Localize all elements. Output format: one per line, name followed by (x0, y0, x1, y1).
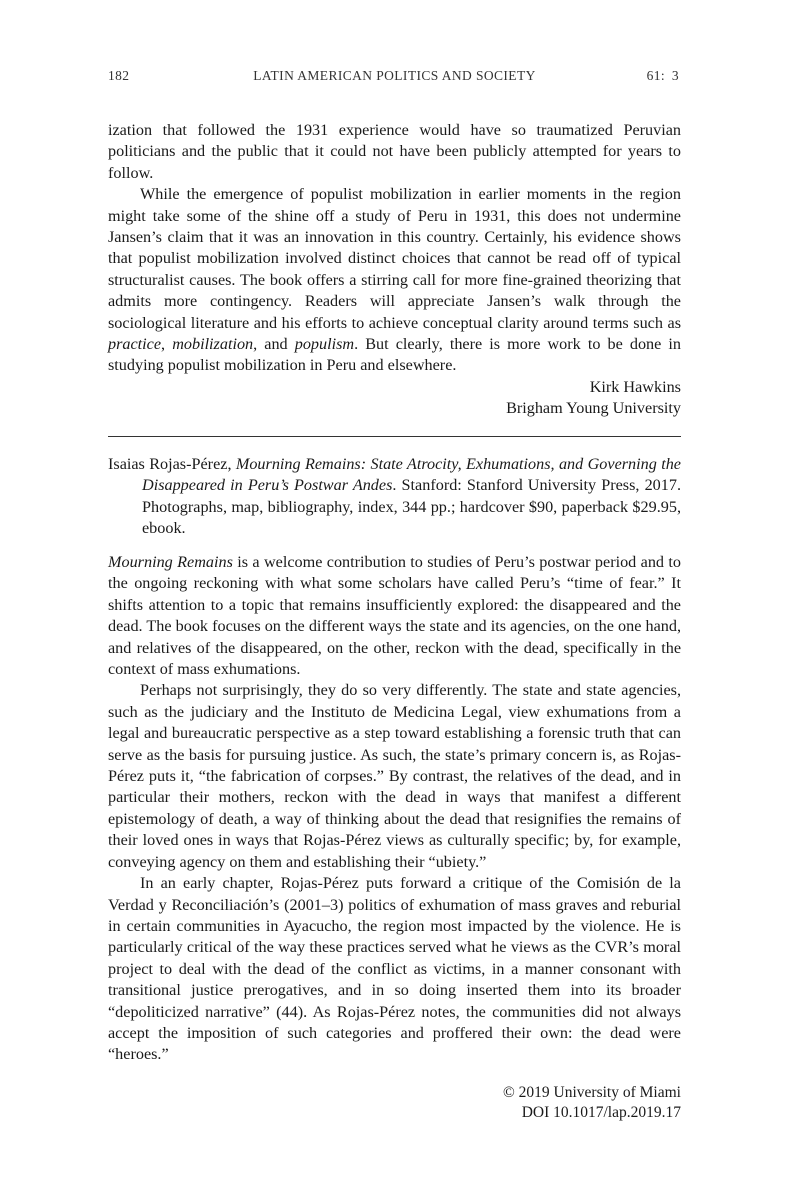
volume-issue: 61: 3 (646, 68, 679, 83)
paragraph: ization that followed the 1931 experience would have so traumatized Peruvian politicians and the public that it could not have been publicly attempted for years to follow. (108, 121, 681, 182)
copyright: © 2019 University of Miami (503, 1084, 681, 1101)
running-header (108, 68, 681, 86)
page-number: 182 (108, 68, 130, 83)
section-divider (108, 436, 681, 437)
page-footer (108, 1083, 681, 1123)
book-title: Mourning Remains: State Atrocity, Exhumations, and Governing the Disappeared in Peru’s Postwar Andes (142, 455, 681, 495)
paragraph: While the emergence of populist mobilization in earlier moments in the region might take some of the shine off a study of Peru in 1931, this does not undermine Jansen’s claim that it was an innovation in this country. Certainly, his evidence shows that populist mobilization involved distinct choices that cannot be read off of typical structuralist causes. The book offers a stirring call for more fine-grained theorizing that admits more contingency. Readers will appreciate Jansen’s walk through the sociological literature and his efforts to achieve conceptual clarity around terms such as practice, mobilization, and populism. But clearly, there is more work to be done in studying populist mobilization in Peru and elsewhere. (108, 185, 682, 375)
review-body (108, 552, 681, 1066)
prior-review (108, 120, 681, 420)
paragraph: Mourning Remains is a welcome contribution to studies of Peru’s postwar period and to the ongoing reckoning with what some scholars have called Peru’s “time of fear.” It shifts attention to a topic that remains insufficiently explored: the disappeared and the dead. The book focuses on the different ways the state and its agencies, on the one hand, and relatives of the disappeared, on the other, reckon with the dead, specifically in the context of mass exhumations. (108, 553, 681, 679)
book-citation (108, 454, 681, 540)
journal-title: LATIN AMERICAN POLITICS AND SOCIETY (253, 68, 536, 83)
paragraph: In an early chapter, Rojas-Pérez puts forward a critique of the Comisión de la Verdad y Reconciliación’s (2001–3) politics of exhumation of mass graves and reburial in certain communities in Ayacucho, the region most impacted by the violence. He is particularly critical of the way these practices served what he views as the CVR’s moral project to deal with the dead of the conflict as victims, in a manner consonant with transitional justice prerogatives, and in so doing inserted them into its broader “depoliticized narrative” (44). As Rojas-Pérez notes, the communities did not always accept the imposition of such categories and proffered their own: the dead were “heroes.” (108, 874, 681, 1064)
book-author: Isaias Rojas-Pérez, (108, 455, 236, 473)
book-details: . Stanford: Stanford University Press, 2017. Photographs, map, bibliography, index, 344 pp.; hardcover $90, paperback $29.95, ebook. (142, 476, 681, 538)
paragraph: Perhaps not surprisingly, they do so very differently. The state and state agencies, such as the judiciary and the Instituto de Medicina Legal, view exhumations from a legal and bureaucratic perspective as a step toward establishing a forensic truth that can serve as the basis for pursuing justice. As such, the state’s primary concern is, as Rojas-Pérez puts it, “the fabrication of corpses.” By contrast, the relatives of the dead, and in particular their mothers, reckon with the dead in ways that manifest a different epistemology of death, a way of thinking about the dead that resignifies the remains of their loved ones in ways that Rojas-Pérez views as culturally specific; by, for example, conveying agency on them and establishing their “ubiety.” (108, 681, 681, 871)
doi: DOI 10.1017/lap.2019.17 (521, 1104, 681, 1121)
reviewer-name: Kirk Hawkins (589, 377, 681, 396)
reviewer-affiliation: Brigham Young University (506, 399, 681, 418)
